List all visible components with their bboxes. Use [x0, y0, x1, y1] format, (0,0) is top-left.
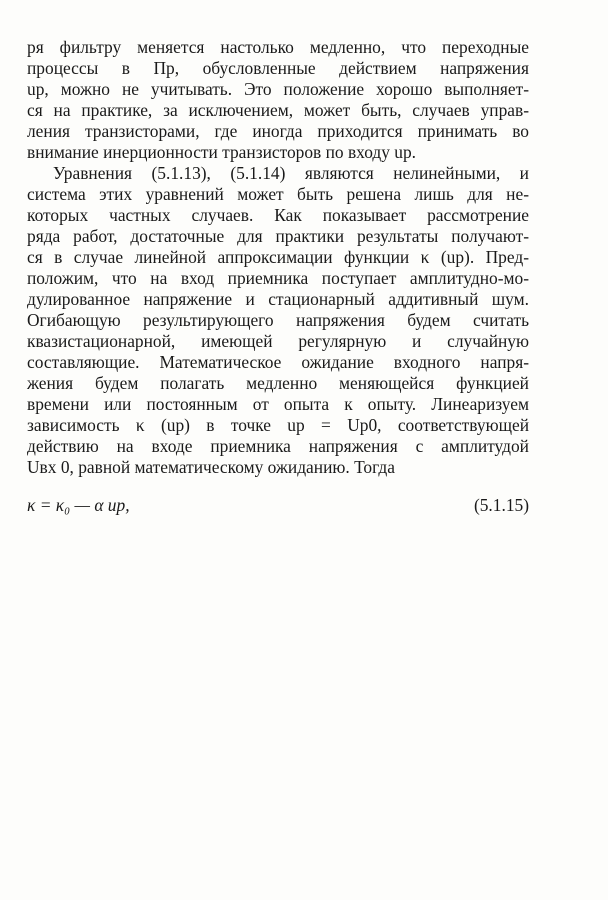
equation-number: (5.1.15)	[473, 495, 529, 515]
text-line: внимание инерционности транзисторов по входу uр.	[27, 142, 417, 162]
text-line: которых частных случаев. Как показывает рассмотрение	[27, 205, 529, 225]
text-line: Uвх 0, равной математическому ожиданию. Тогда	[27, 457, 395, 477]
text-line: составляющие. Математическое ожидание входного напря-	[27, 352, 529, 372]
text-line: жения будем полагать медленно меняющейся функцией	[27, 373, 529, 393]
text-line: квазистационарной, имеющей регулярную и случайную	[27, 331, 529, 351]
text-line: ся в случае линейной аппроксимации функции κ (uр). Пред-	[27, 247, 529, 267]
text-line: дулированное напряжение и стационарный аддитивный шум.	[27, 289, 529, 309]
text-line: ряда работ, достаточные для практики результаты получают-	[27, 226, 529, 246]
equation-5-1-15	[27, 494, 529, 516]
text-line: действию на входе приемника напряжения с амплитудой	[27, 436, 529, 456]
text-line: система этих уравнений может быть решена лишь для не-	[27, 184, 529, 204]
equation-formula: κ = κ₀ — α uр,	[27, 495, 130, 515]
text-line: процессы в Пр, обусловленные действием напряжения	[27, 58, 529, 78]
text-line: Уравнения (5.1.13), (5.1.14) являются нелинейными, и	[53, 163, 529, 183]
text-line: uр, можно не учитывать. Это положение хорошо выполняет-	[27, 79, 529, 99]
text-line: ря фильтру меняется настолько медленно, что переходные	[27, 37, 529, 57]
text-line: положим, что на вход приемника поступает амплитудно-мо-	[27, 268, 529, 288]
text-line: зависимость κ (uр) в точке uр = Uр0, соответствующей	[27, 415, 529, 435]
text-line: Огибающую результирующего напряжения будем считать	[27, 310, 529, 330]
text-line: времени или постоянным от опыта к опыту. Линеаризуем	[27, 394, 529, 414]
text-line: ся на практике, за исключением, может быть, случаев управ-	[27, 100, 529, 120]
text-line: ления транзисторами, где иногда приходится принимать во	[27, 121, 529, 141]
